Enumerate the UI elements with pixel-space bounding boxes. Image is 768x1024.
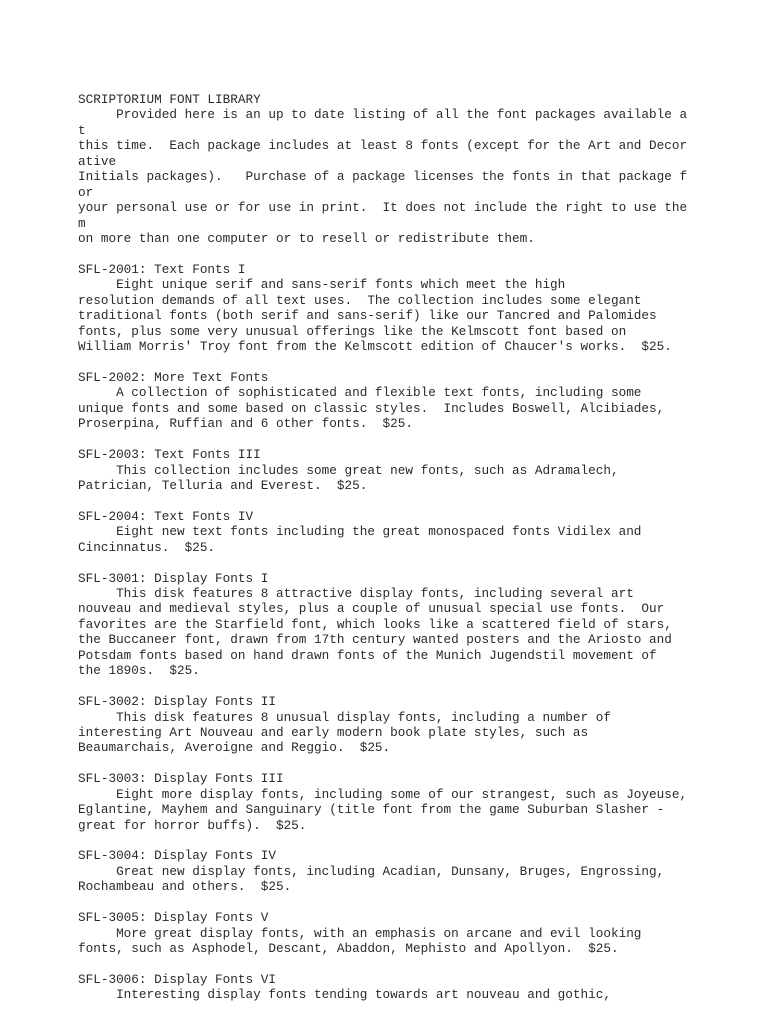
blank-line [78,957,758,972]
text-line: this time. Each package includes at least 8 fonts (except for the Art and Decor [78,138,688,154]
text-line: SCRIPTORIUM FONT LIBRARY [78,92,261,107]
text-line: A collection of sophisticated and flexible text fonts, including some [78,385,642,401]
text-line: Proserpina, Ruffian and 6 other fonts. $25. [78,416,414,432]
text-line: SFL-3004: Display Fonts IV [78,848,276,864]
text-line: Eight unique serif and sans-serif fonts which meet the high [78,277,566,293]
blank-line [78,432,758,447]
text-line: great for horror buffs). $25. [78,817,307,833]
document-text [78,92,758,1003]
text-line: fonts, plus some very unusual offerings like the Kelmscott font based on [78,323,627,339]
blank-line [78,679,758,694]
blank-line [78,354,758,369]
text-line: Eight new text fonts including the great monospaced fonts Vidilex and [78,524,642,540]
text-line: SFL-3003: Display Fonts III [78,771,284,787]
text-line: the 1890s. $25. [78,663,200,679]
blank-line [78,756,758,771]
text-line: Provided here is an up to date listing of all the font packages available a [78,107,688,123]
text-line: m [78,215,86,231]
text-line: More great display fonts, with an emphasis on arcane and evil looking [78,925,642,941]
text-line: SFL-3001: Display Fonts I [78,570,269,586]
text-line: interesting Art Nouveau and early modern book plate styles, such as [78,724,589,740]
text-line: SFL-3005: Display Fonts V [78,910,269,926]
blank-line [78,555,758,570]
text-line: Rochambeau and others. $25. [78,879,292,895]
text-line: nouveau and medieval styles, plus a couple of unusual special use fonts. Our [78,601,665,617]
text-line: your personal use or for use in print. It does not include the right to use the [78,200,688,216]
blank-line [78,895,758,910]
text-line: This disk features 8 attractive display fonts, including several art [78,586,634,601]
text-line: This collection includes some great new fonts, such as Adramalech, [78,462,619,478]
text-line: Initials packages). Purchase of a package licenses the fonts in that package f [78,169,688,185]
text-line: resolution demands of all text uses. The collection includes some elegant [78,292,642,308]
text-line: SFL-2002: More Text Fonts [78,369,269,385]
text-line: ative [78,153,117,169]
text-line: SFL-3002: Display Fonts II [78,694,276,710]
text-line: traditional fonts (both serif and sans-serif) like our Tancred and Palomides [78,308,657,324]
text-line: t [78,122,86,138]
text-line: Patrician, Telluria and Everest. $25. [78,477,368,493]
text-line: on more than one computer or to resell or redistribute them. [78,230,535,246]
text-line: William Morris' Troy font from the Kelmscott edition of Chaucer's works. $25. [78,339,672,354]
text-line: unique fonts and some based on classic styles. Includes Boswell, Alcibiades, [78,400,665,416]
text-line: Cincinnatus. $25. [78,539,216,555]
text-line: Beaumarchais, Averoigne and Reggio. $25. [78,740,391,756]
text-line: SFL-2001: Text Fonts I [78,261,246,277]
text-line: Eight more display fonts, including some of our strangest, such as Joyeuse, [78,786,688,802]
text-line: This disk features 8 unusual display fonts, including a number of [78,709,611,725]
text-line: fonts, such as Asphodel, Descant, Abaddon, Mephisto and Apollyon. $25. [78,941,619,957]
blank-line [78,493,758,508]
text-line: Potsdam fonts based on hand drawn fonts of the Munich Jugendstil movement of [78,647,657,663]
blank-line [78,246,758,261]
text-line: SFL-2003: Text Fonts III [78,447,261,463]
blank-line [78,833,758,848]
text-line: Interesting display fonts tending towards art nouveau and gothic, [78,987,611,1003]
text-line: favorites are the Starfield font, which looks like a scattered field of stars, [78,616,672,632]
text-line: or [78,184,94,200]
text-line: SFL-3006: Display Fonts VI [78,971,276,987]
text-line: Eglantine, Mayhem and Sanguinary (title font from the game Suburban Slasher - [78,802,665,818]
text-line: SFL-2004: Text Fonts IV [78,508,254,524]
text-line: Great new display fonts, including Acadian, Dunsany, Bruges, Engrossing, [78,863,665,879]
text-line: the Buccaneer font, drawn from 17th century wanted posters and the Ariosto and [78,632,672,648]
